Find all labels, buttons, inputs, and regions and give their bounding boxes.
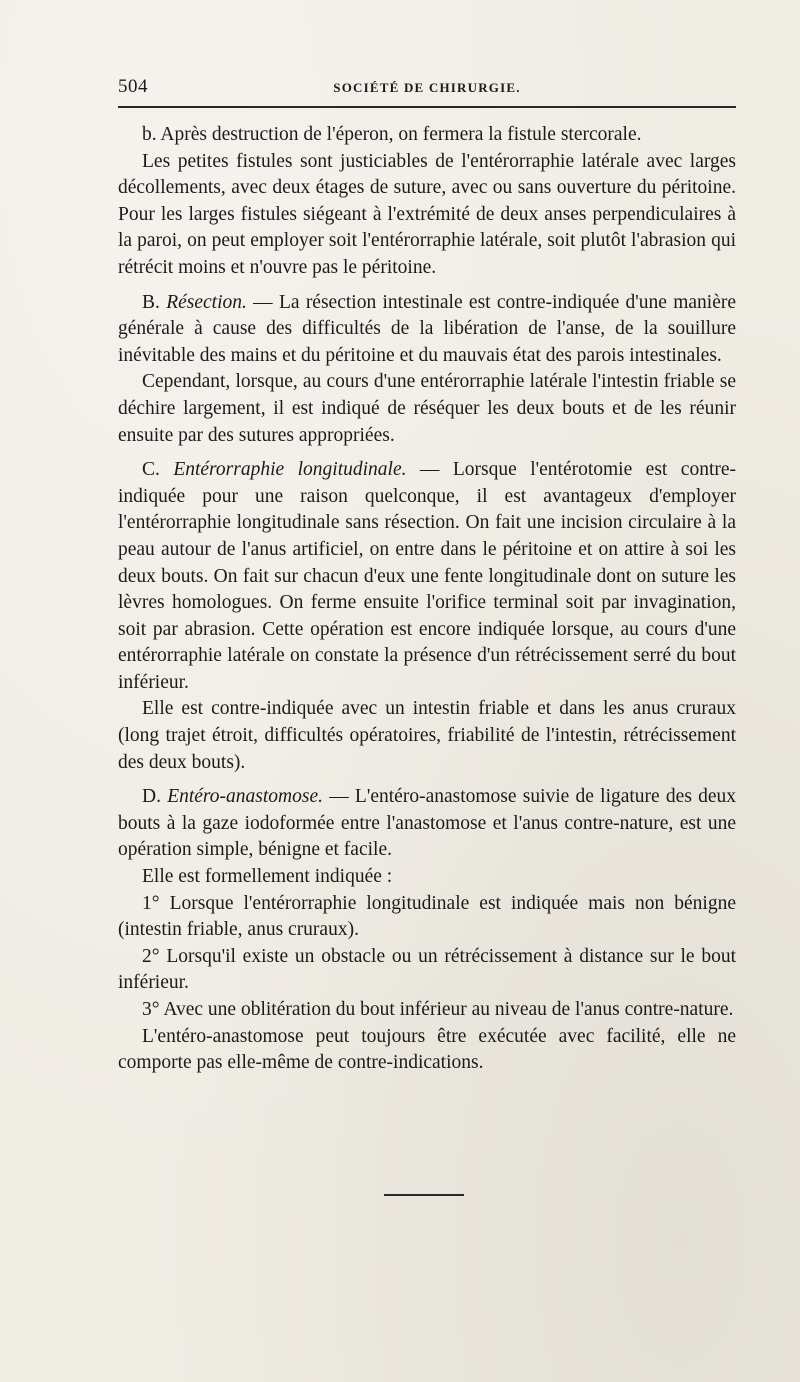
section-b-body: — La résection intestinale est contre-indiquée d'une manière générale à cause des difficultés de la libération de l'anse, de la souillure inévitable des mains et du péritoine et du mauvais état des parois intestinales. [118,291,737,366]
page-header [118,76,736,100]
paragraph-small-fistulas: Les petites fistules sont justiciables de l'entérorraphie latérale avec larges décollements, avec deux étages de suture, avec ou sans ouverture du péritoine. Pour les larges fistules siégeant à l'extrémité de deux anses perpendiculaires à la paroi, on peut employer soit l'entérorraphie latérale, soit plutôt l'abrasion qui rétrécit moins et n'ouvre pas le péritoine. [118,150,736,278]
running-title: SOCIÉTÉ DE CHIRURGIE. [333,80,521,95]
section-d-entero-anastomose [118,784,736,864]
page-number: 504 [118,76,148,97]
end-rule [384,1194,464,1196]
section-b-label: B. [142,291,160,313]
section-b-title: Résection. [166,291,247,313]
section-d-title: Entéro-anastomose. [167,786,323,808]
section-c-enterorraphie [118,457,736,696]
section-d-body: — L'entéro-anastomose suivie de ligature des deux bouts à la gaze iodoformée entre l'anastomose et l'anus contre-nature, est une opération simple, bénigne et facile. [118,786,737,861]
paragraph-conclusion: L'entéro-anastomose peut toujours être exécutée avec facilité, elle ne comporte pas elle-même de contre-indications. [118,1025,736,1074]
paragraph-indiquee: Elle est formellement indiquée : [142,866,393,888]
section-c-title: Entérorraphie longitudinale. [173,459,407,481]
paragraph-b: b. Après destruction de l'éperon, on fermera la fistule stercorale. [142,124,642,145]
body-text [118,122,736,1077]
list-item-1: 1° Lorsque l'entérorraphie longitudinale est indiquée mais non bénigne (intestin friable, anus cruraux). [118,892,736,941]
paragraph-contre-indiquee: Elle est contre-indiquée avec un intestin friable et dans les anus cruraux (long trajet étroit, difficultés opératoires, friabilité de l'intestin, rétrécissement des deux bouts). [118,698,736,773]
section-c-label: C. [142,459,160,481]
section-c-body: — Lorsque l'entérotomie est contre-indiquée pour une raison quelconque, il est avantageux d'employer l'entérorraphie longitudinale sans résection. On fait une incision circulaire à la peau autour de l'anus artificiel, on entre dans le péritoine et on attire à soi les deux bouts. On fait sur chacun d'eux une fente longitudinale dont on suture les lèvres homologues. On ferme ensuite l'orifice terminal soit par invagination, soit par abrasion. Cette opération est encore indiquée lorsque, au cours d'une entérorraphie latérale on constate la présence d'un rétrécissement serré du bout inférieur. [118,459,736,693]
list-item-3: 3° Avec une oblitération du bout inférieur au niveau de l'anus contre-nature. [142,999,734,1020]
header-rule [118,106,736,108]
paragraph-cependant: Cependant, lorsque, au cours d'une entérorraphie latérale l'intestin friable se déchire largement, il est indiqué de réséquer les deux bouts et de les réunir ensuite par des sutures appropriées. [118,371,736,446]
list-item-2: 2° Lorsqu'il existe un obstacle ou un rétrécissement à distance sur le bout inférieur. [118,945,736,994]
section-b-resection [118,290,736,370]
section-d-label: D. [142,786,161,808]
